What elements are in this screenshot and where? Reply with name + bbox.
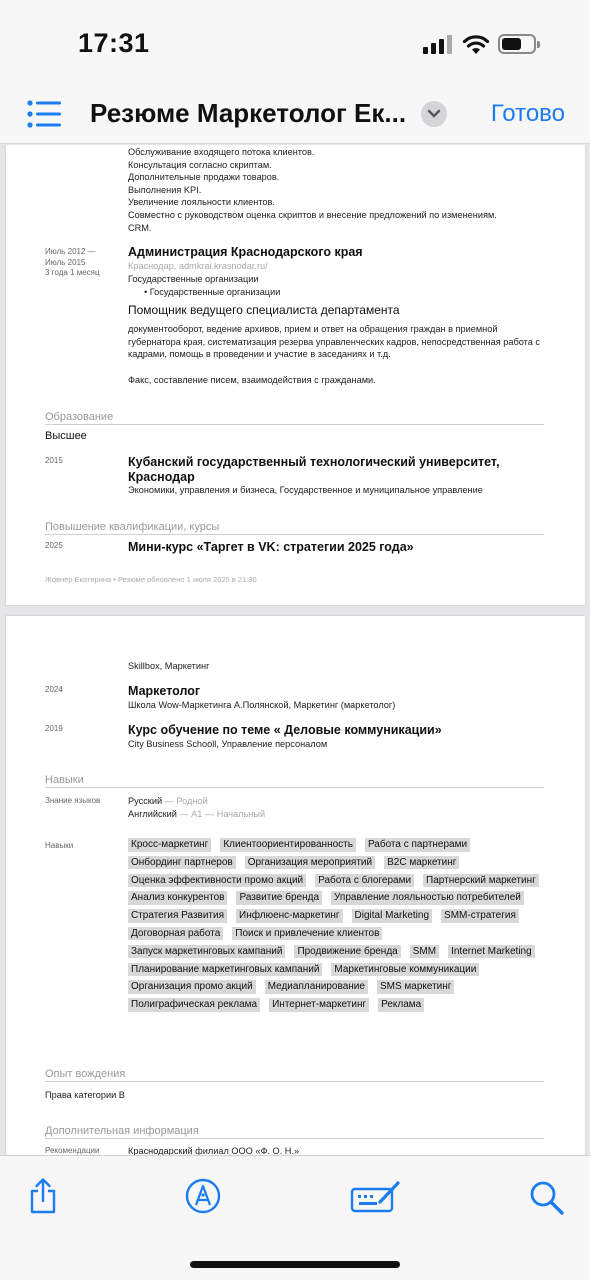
job-period-end: Июль 2015 xyxy=(45,257,86,267)
section-extra-title: Дополнительная информация xyxy=(45,1125,544,1139)
skill-tag: Организация промо акций xyxy=(128,980,256,994)
job-duration: 3 года 1 месяц xyxy=(45,268,100,277)
status-bar xyxy=(0,0,590,88)
job-description xyxy=(128,323,558,361)
language-name: Английский xyxy=(128,809,177,819)
section-skills-title: Навыки xyxy=(45,774,544,788)
job-description-extra: Факс, составление писем, взаимодействия с гражданами. xyxy=(128,375,376,385)
skill-tag: Поиск и привлечение клиентов xyxy=(232,927,382,941)
job-position: Помощник ведущего специалиста департамента xyxy=(128,303,400,317)
course-org: Школа Wow-Маркетинга А.Полянской, Маркетинг (маркетолог) xyxy=(128,700,396,710)
skill-tag: Digital Marketing xyxy=(352,909,432,923)
skill-tag: Реклама xyxy=(378,998,424,1012)
skill-tag: Стратегия Развития xyxy=(128,909,227,923)
duty-item: Консультация согласно скриптам. xyxy=(128,159,272,170)
skill-tag: Запуск маркетинговых кампаний xyxy=(128,945,285,959)
course-org: Skillbox, Маркетинг xyxy=(128,661,210,671)
resume-page-2 xyxy=(6,616,585,1155)
skill-tag: Организация мероприятий xyxy=(245,856,375,870)
bottom-toolbar xyxy=(0,1155,590,1280)
skill-tag: Медиапланирование xyxy=(265,980,368,994)
duty-item: Выполнения KPI. xyxy=(128,184,202,195)
course-year: 2024 xyxy=(45,685,63,694)
language-level: — Родной xyxy=(164,796,208,806)
section-courses-title: Повышение квалификации, курсы xyxy=(45,521,544,535)
driving-value: Права категории B xyxy=(45,1090,125,1100)
duty-item: Обслуживание входящего потока клиентов. xyxy=(128,147,315,157)
course-year: 2019 xyxy=(45,724,63,733)
skill-tag: Продвижение бренда xyxy=(294,945,400,959)
skills-list xyxy=(128,838,548,1012)
skill-tag: Договорная работа xyxy=(128,927,223,941)
skill-tag: Онбординг партнеров xyxy=(128,856,236,870)
skill-tag: Маркетинговые коммуникации xyxy=(331,963,479,977)
duty-item: Дополнительные продажи товаров. xyxy=(128,172,280,183)
language-level: — A1 — Начальный xyxy=(179,809,266,819)
cellular-signal-icon xyxy=(423,34,452,54)
skill-tag: Работа с блогерами xyxy=(315,874,414,888)
title-menu-button[interactable] xyxy=(421,101,447,127)
job-company: Администрация Краснодарского края xyxy=(128,245,363,259)
duty-item: Совместно с руководством оценка скриптов и внесение предложений по изменениям. xyxy=(128,209,497,220)
home-indicator[interactable] xyxy=(190,1261,400,1268)
skill-tag: Планирование маркетинговых кампаний xyxy=(128,963,322,977)
nav-bar xyxy=(0,88,590,144)
course-year: 2025 xyxy=(45,541,63,550)
education-name-line: Кубанский государственный технологический университет, xyxy=(128,455,500,469)
skills-label: Навыки xyxy=(45,841,74,850)
skill-tag: SMM xyxy=(410,945,439,959)
job-industry-sub: • Государственные организации xyxy=(144,287,281,297)
skill-tag: Управление лояльностью потребителей xyxy=(331,891,524,905)
duties-list xyxy=(128,146,497,234)
skill-tag: Инфлюенс-маркетинг xyxy=(236,909,343,923)
skill-tag: Партнерский маркетинг xyxy=(423,874,539,888)
done-button[interactable]: Готово xyxy=(490,100,565,127)
annotate-icon[interactable] xyxy=(350,1180,402,1214)
skill-tag: B2C маркетинг xyxy=(384,856,459,870)
job-location: Краснодар, admkrai.krasnodar.ru/ xyxy=(128,261,268,271)
job-period xyxy=(45,247,100,279)
language-item xyxy=(128,808,265,821)
skill-tag: Клиентоориентированность xyxy=(220,838,356,852)
job-period-start: Июль 2012 — xyxy=(45,247,96,256)
skill-tag: Кросс-маркетинг xyxy=(128,838,211,852)
search-icon[interactable] xyxy=(529,1180,565,1216)
education-name xyxy=(128,455,500,485)
job-description-line: губернатора края, систематизация резерва управленческих кадров, непосредственная работа с xyxy=(128,336,540,347)
skill-tag: Анализ конкурентов xyxy=(128,891,227,905)
education-year: 2015 xyxy=(45,456,63,465)
page-footer: Жовнер Екатерина • Резюме обновлено 1 июля 2025 в 21:30 xyxy=(45,575,257,584)
course-org: City Business Schooll, Управление персоналом xyxy=(128,739,328,749)
course-name: Курс обучение по теме « Деловые коммуникации» xyxy=(128,723,442,737)
language-item xyxy=(128,795,208,808)
job-description-line: документооборот, ведение архивов, прием и ответ на обращения граждан в приемной xyxy=(128,324,498,334)
section-driving-title: Опыт вождения xyxy=(45,1068,544,1082)
section-education-title: Образование xyxy=(45,411,544,425)
recommendations-value: Краснодарский филиал ООО «Ф. О. Н.» xyxy=(128,1146,300,1155)
skill-tag: Internet Marketing xyxy=(448,945,535,959)
skill-tag: SMS маркетинг xyxy=(377,980,455,994)
resume-page-1 xyxy=(6,145,585,605)
skill-tag: Развитие бренда xyxy=(236,891,322,905)
education-level: Высшее xyxy=(45,430,87,442)
course-name: Маркетолог xyxy=(128,684,201,698)
education-name-line: Краснодар xyxy=(128,470,195,484)
languages-label: Знание языков xyxy=(45,796,101,805)
course-name: Мини-курс «Таргет в VK: стратегии 2025 года» xyxy=(128,540,414,554)
document-viewer[interactable] xyxy=(0,145,590,1155)
skill-tag: Работа с партнерами xyxy=(365,838,470,852)
chevron-down-icon xyxy=(427,109,441,119)
job-industry: Государственные организации xyxy=(128,274,259,284)
duty-item: CRM. xyxy=(128,222,152,233)
list-icon[interactable] xyxy=(27,100,61,128)
markup-pen-icon[interactable] xyxy=(185,1178,221,1214)
recommendations-label: Рекомендации xyxy=(45,1146,100,1155)
share-icon[interactable] xyxy=(28,1178,58,1214)
wifi-icon xyxy=(462,33,490,55)
skill-tag: Оценка эффективности промо акций xyxy=(128,874,306,888)
battery-icon xyxy=(498,34,536,54)
language-name: Русский xyxy=(128,796,163,806)
education-faculty: Экономики, управления и бизнеса, Государственное и муниципальное управление xyxy=(128,485,483,495)
status-time: 17:31 xyxy=(78,28,150,58)
job-description-line: кадрами, помощь в проведении и участие в заседаниях и т.д. xyxy=(128,349,391,360)
duty-item: Увеличение лояльности клиентов. xyxy=(128,197,275,208)
document-title: Резюме Маркетолог Ек... xyxy=(90,98,407,128)
skill-tag: Полиграфическая реклама xyxy=(128,998,260,1012)
skill-tag: SMM-стратегия xyxy=(441,909,519,923)
skill-tag: Интернет-маркетинг xyxy=(269,998,369,1012)
